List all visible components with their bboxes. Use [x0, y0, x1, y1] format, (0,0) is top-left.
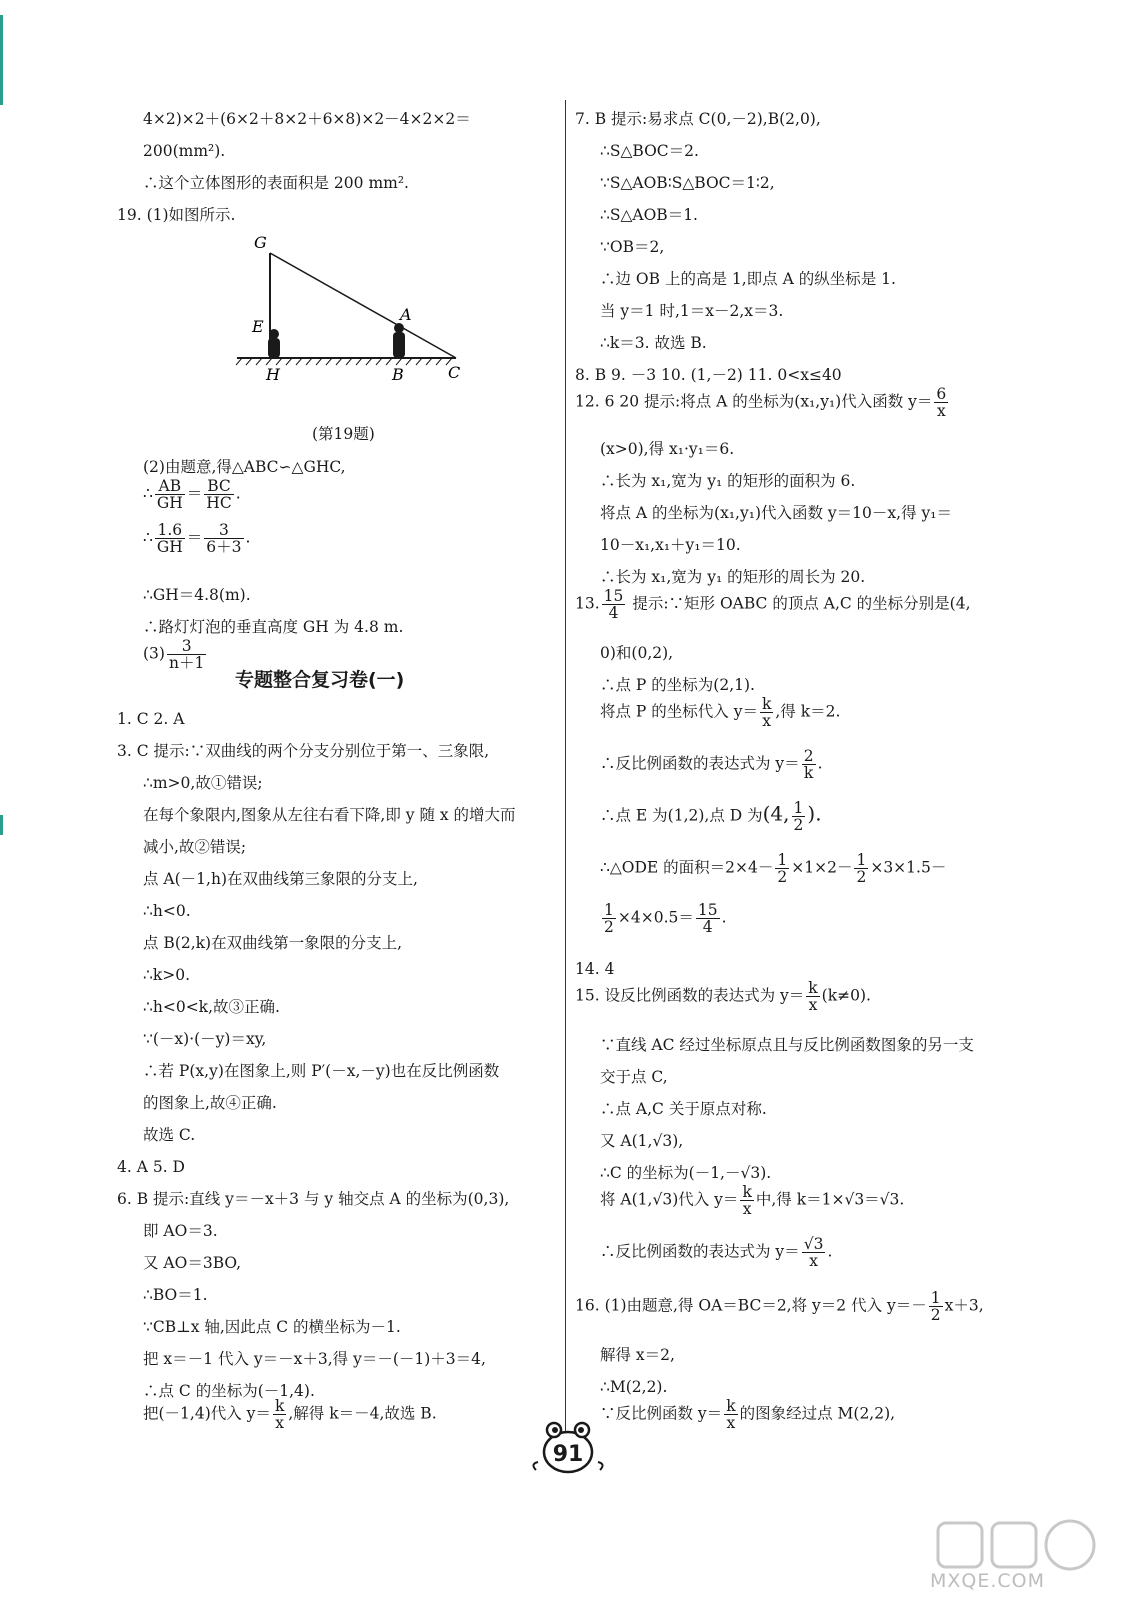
- text-line: 4. A 5. D: [117, 1158, 185, 1176]
- fraction-line: ∴点 E 为(1,2),点 D 为(4, $\frac{1}{2}$ ).: [600, 799, 822, 834]
- fraction-line: 12. 6 20 提示:将点 A 的坐标为(x₁,y₁)代入函数 y＝ $\frac{6}{x}$: [575, 385, 947, 420]
- fraction-line: $\frac{1}{2}$ ×4×0.5＝ $\frac{15}{4}$ .: [604, 901, 727, 936]
- text-line: (2)由题意,得△ABC∽△GHC,: [143, 458, 346, 476]
- text-line: 7. B 提示:易求点 C(0,－2),B(2,0),: [575, 110, 821, 128]
- text-line: ∵(－x)·(－y)＝xy,: [143, 1030, 267, 1048]
- text-line: 0)和(0,2),: [600, 644, 674, 662]
- watermark-text: MXQE.COM: [930, 1570, 1046, 1592]
- text-line: 4×2)×2＋(6×2＋8×2＋6×8)×2－4×2×2＝: [143, 110, 471, 128]
- text-line: 14. 4: [575, 960, 615, 978]
- text-line: 又 A(1,√3),: [600, 1132, 684, 1150]
- fraction-line: ∴反比例函数的表达式为 y＝ $\frac{√3}{x}$ .: [600, 1235, 833, 1270]
- text-line: ∴h<0<k,故③正确.: [143, 998, 280, 1016]
- text-line: ∴这个立体图形的表面积是 200 mm².: [143, 174, 409, 192]
- text-line: 10－x₁,x₁＋y₁＝10.: [600, 536, 741, 554]
- figure-caption: (第19题): [312, 425, 375, 443]
- text-line: ∵CB⊥x 轴,因此点 C 的横坐标为－1.: [143, 1318, 401, 1336]
- text-line: 即 AO＝3.: [143, 1222, 218, 1240]
- text-line: ∴k>0.: [143, 966, 191, 984]
- text-line: ∴BO＝1.: [143, 1286, 208, 1304]
- text-line: 将点 A 的坐标为(x₁,y₁)代入函数 y＝10－x,得 y₁＝: [600, 504, 952, 522]
- text-line: (x>0),得 x₁·y₁＝6.: [600, 440, 735, 458]
- person-at-b-icon: [393, 323, 405, 358]
- text-line: 故选 C.: [143, 1126, 196, 1144]
- light-ray-line: [270, 253, 456, 358]
- streetlight-figure: [232, 228, 472, 388]
- text-line: 1. C 2. A: [117, 710, 185, 728]
- text-line: 交于点 C,: [600, 1068, 668, 1086]
- text-line: ∴长为 x₁,宽为 y₁ 的矩形的周长为 20.: [600, 568, 866, 586]
- text-line: ∴S△AOB＝1.: [600, 206, 698, 224]
- text-line: 把 x＝－1 代入 y＝－x＋3,得 y＝－(－1)＋3＝4,: [143, 1350, 486, 1368]
- text-line: 当 y＝1 时,1＝x－2,x＝3.: [600, 302, 784, 320]
- fraction-line: ∴反比例函数的表达式为 y＝ $\frac{2}{k}$ .: [600, 747, 823, 782]
- text-line: ∴点 A,C 关于原点对称.: [600, 1100, 767, 1118]
- text-line: ∴C 的坐标为(－1,－√3).: [600, 1164, 772, 1182]
- text-line: 点 A(－1,h)在双曲线第三象限的分支上,: [143, 870, 418, 888]
- text-line: ∴路灯灯泡的垂直高度 GH 为 4.8 m.: [143, 618, 404, 636]
- margin-mark-bottom: [0, 815, 3, 835]
- fraction-line: ∵反比例函数 y＝ $\frac{k}{x}$ 的图象经过点 M(2,2),: [600, 1397, 896, 1432]
- fraction-line: 15. 设反比例函数的表达式为 y＝ $\frac{k}{x}$ (k≠0).: [575, 979, 871, 1014]
- label-a: A: [400, 305, 412, 324]
- text-line: ∴M(2,2).: [600, 1378, 668, 1396]
- text-line: ∴边 OB 上的高是 1,即点 A 的纵坐标是 1.: [600, 270, 896, 288]
- fraction-line: ∴ $\frac{AB}{GH}$ ＝ $\frac{BC}{HC}$ .: [143, 477, 241, 512]
- text-line: 的图象上,故④正确.: [143, 1094, 277, 1112]
- text-line: 又 AO＝3BO,: [143, 1254, 242, 1272]
- text-line: ∴点 P 的坐标为(2,1).: [600, 676, 755, 694]
- column-divider: [565, 100, 566, 1440]
- fraction-line: 13. $\frac{15}{4}$ 提示:∵矩形 OABC 的顶点 A,C 的坐标分别是(4,: [575, 587, 971, 622]
- text-line: ∴k＝3. 故选 B.: [600, 334, 707, 352]
- person-at-h-icon: [268, 329, 280, 358]
- fraction-line: ∴△ODE 的面积＝2×4－ $\frac{1}{2}$ ×1×2－ $\frac{1}{2}$ ×3×1.5－: [600, 851, 947, 886]
- label-e: E: [252, 317, 264, 336]
- margin-mark-top: [0, 15, 3, 105]
- fraction-line: (3) $\frac{3}{n+1}$: [143, 637, 205, 672]
- fraction-line: 将点 P 的坐标代入 y＝ $\frac{k}{x}$ ,得 k＝2.: [600, 695, 841, 730]
- text-line: ∴S△BOC＝2.: [600, 142, 699, 160]
- text-line: 在每个象限内,图象从左往右看下降,即 y 随 x 的增大而: [143, 806, 516, 824]
- text-line: ∴若 P(x,y)在图象上,则 P′(－x,－y)也在反比例函数: [143, 1062, 500, 1080]
- text-line: ∴长为 x₁,宽为 y₁ 的矩形的面积为 6.: [600, 472, 856, 490]
- ground-hatching: [236, 358, 452, 365]
- label-g: G: [254, 233, 267, 252]
- text-line: 6. B 提示:直线 y＝－x＋3 与 y 轴交点 A 的坐标为(0,3),: [117, 1190, 510, 1208]
- text-line: ∴点 C 的坐标为(－1,4).: [143, 1382, 315, 1400]
- text-line: ∵OB＝2,: [600, 238, 665, 256]
- section-title: 专题整合复习卷(一): [235, 669, 405, 691]
- text-line: 200(mm²).: [143, 142, 226, 160]
- label-c: C: [448, 363, 461, 382]
- fraction-line: 把(－1,4)代入 y＝ $\frac{k}{x}$ ,解得 k＝－4,故选 B.: [143, 1397, 437, 1432]
- fraction-line: 16. (1)由题意,得 OA＝BC＝2,将 y＝2 代入 y＝－ $\frac{1}{2}$ x＋3,: [575, 1289, 984, 1324]
- question-19-label: 19. (1)如图所示.: [117, 206, 236, 224]
- label-b: B: [392, 365, 404, 384]
- text-line: ∴GH＝4.8(m).: [143, 586, 251, 604]
- text-line: 点 B(2,k)在双曲线第一象限的分支上,: [143, 934, 403, 952]
- fraction-line: 将 A(1,√3)代入 y＝ $\frac{k}{x}$ 中,得 k＝1×√3＝√3.: [600, 1183, 905, 1218]
- text-line: ∴m>0,故①错误;: [143, 774, 263, 792]
- page-number-badge: [528, 1418, 608, 1478]
- text-line: 8. B 9. －3 10. (1,－2) 11. 0<x≤40: [575, 366, 842, 384]
- label-h: H: [266, 365, 280, 384]
- page-number: 91: [552, 1442, 584, 1467]
- text-line: ∵S△AOB∶S△BOC＝1∶2,: [600, 174, 775, 192]
- text-line: 3. C 提示:∵双曲线的两个分支分别位于第一、三象限,: [117, 742, 490, 760]
- fraction-line: ∴ $\frac{1.6}{GH}$ ＝ $\frac{3}{6+3}$ .: [143, 521, 251, 556]
- text-line: 减小,故②错误;: [143, 838, 247, 856]
- text-line: ∴h<0.: [143, 902, 191, 920]
- text-line: 解得 x＝2,: [600, 1346, 675, 1364]
- text-line: ∵直线 AC 经过坐标原点且与反比例函数图象的另一支: [600, 1036, 974, 1054]
